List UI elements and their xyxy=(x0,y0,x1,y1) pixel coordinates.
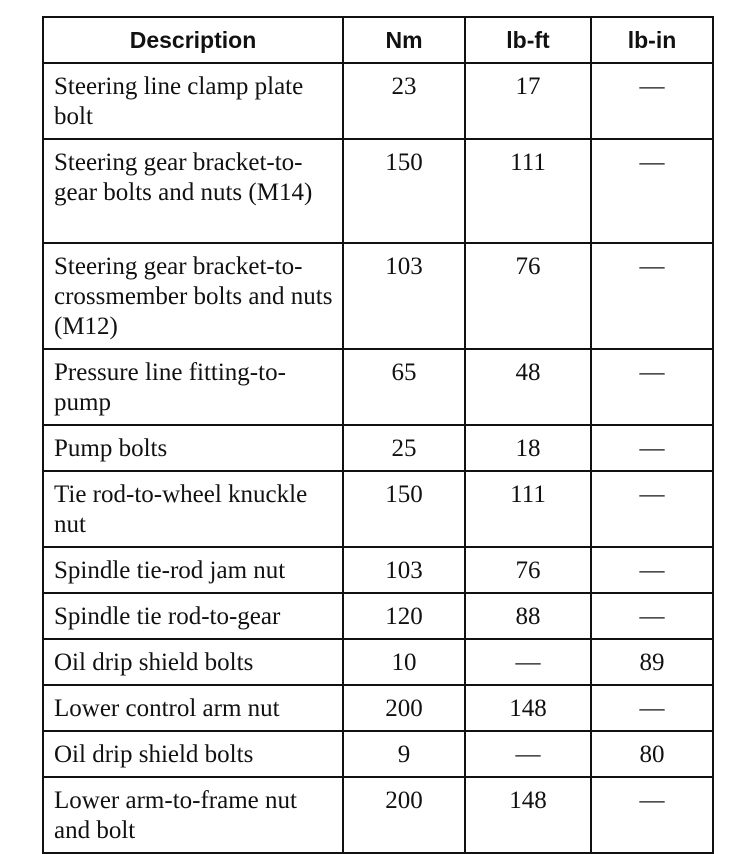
table-row xyxy=(43,777,713,853)
lb-ft-cell: — xyxy=(465,639,591,685)
lb-in-cell: 80 xyxy=(591,731,713,777)
description-cell: Lower arm-to-frame nut and bolt xyxy=(43,777,343,853)
nm-cell: 150 xyxy=(343,139,465,243)
description-cell: Steering gear bracket-to-gear bolts and nuts (M14) xyxy=(43,139,343,243)
table-row xyxy=(43,471,713,547)
lb-ft-cell: 18 xyxy=(465,425,591,471)
lb-ft-cell: 111 xyxy=(465,139,591,243)
lb-in-cell: — xyxy=(591,685,713,731)
lb-in-cell: — xyxy=(591,593,713,639)
lb-in-cell: — xyxy=(591,425,713,471)
nm-cell: 120 xyxy=(343,593,465,639)
description-cell: Lower control arm nut xyxy=(43,685,343,731)
lb-ft-cell: 76 xyxy=(465,547,591,593)
description-cell: Tie rod-to-wheel knuckle nut xyxy=(43,471,343,547)
lb-in-cell: — xyxy=(591,471,713,547)
torque-specifications-table xyxy=(42,16,714,854)
lb-in-cell: — xyxy=(591,777,713,853)
nm-cell: 65 xyxy=(343,349,465,425)
lb-ft-cell: 17 xyxy=(465,63,591,139)
lb-in-cell: 89 xyxy=(591,639,713,685)
header-description: Description xyxy=(43,17,343,63)
table-row xyxy=(43,731,713,777)
nm-cell: 200 xyxy=(343,685,465,731)
table-row xyxy=(43,349,713,425)
lb-ft-cell: 148 xyxy=(465,777,591,853)
nm-cell: 25 xyxy=(343,425,465,471)
description-cell: Pump bolts xyxy=(43,425,343,471)
header-lb-ft: lb-ft xyxy=(465,17,591,63)
table-row xyxy=(43,639,713,685)
lb-ft-cell: 111 xyxy=(465,471,591,547)
nm-cell: 10 xyxy=(343,639,465,685)
table-row xyxy=(43,63,713,139)
description-cell: Steering line clamp plate bolt xyxy=(43,63,343,139)
nm-cell: 23 xyxy=(343,63,465,139)
nm-cell: 103 xyxy=(343,243,465,349)
lb-in-cell: — xyxy=(591,243,713,349)
table-row xyxy=(43,243,713,349)
header-lb-in: lb-in xyxy=(591,17,713,63)
table-row xyxy=(43,139,713,243)
lb-ft-cell: 148 xyxy=(465,685,591,731)
nm-cell: 200 xyxy=(343,777,465,853)
description-cell: Pressure line fitting-to-pump xyxy=(43,349,343,425)
lb-in-cell: — xyxy=(591,139,713,243)
description-cell: Spindle tie rod-to-gear xyxy=(43,593,343,639)
table-row xyxy=(43,425,713,471)
lb-in-cell: — xyxy=(591,547,713,593)
description-cell: Oil drip shield bolts xyxy=(43,639,343,685)
lb-ft-cell: 76 xyxy=(465,243,591,349)
lb-ft-cell: 48 xyxy=(465,349,591,425)
table-row xyxy=(43,547,713,593)
description-cell: Steering gear bracket-to-crossmember bolts and nuts (M12) xyxy=(43,243,343,349)
table-row xyxy=(43,685,713,731)
lb-in-cell: — xyxy=(591,349,713,425)
nm-cell: 150 xyxy=(343,471,465,547)
lb-in-cell: — xyxy=(591,63,713,139)
lb-ft-cell: — xyxy=(465,731,591,777)
header-nm: Nm xyxy=(343,17,465,63)
description-cell: Oil drip shield bolts xyxy=(43,731,343,777)
table-row xyxy=(43,593,713,639)
lb-ft-cell: 88 xyxy=(465,593,591,639)
table-header-row xyxy=(43,17,713,63)
nm-cell: 9 xyxy=(343,731,465,777)
description-cell: Spindle tie-rod jam nut xyxy=(43,547,343,593)
nm-cell: 103 xyxy=(343,547,465,593)
